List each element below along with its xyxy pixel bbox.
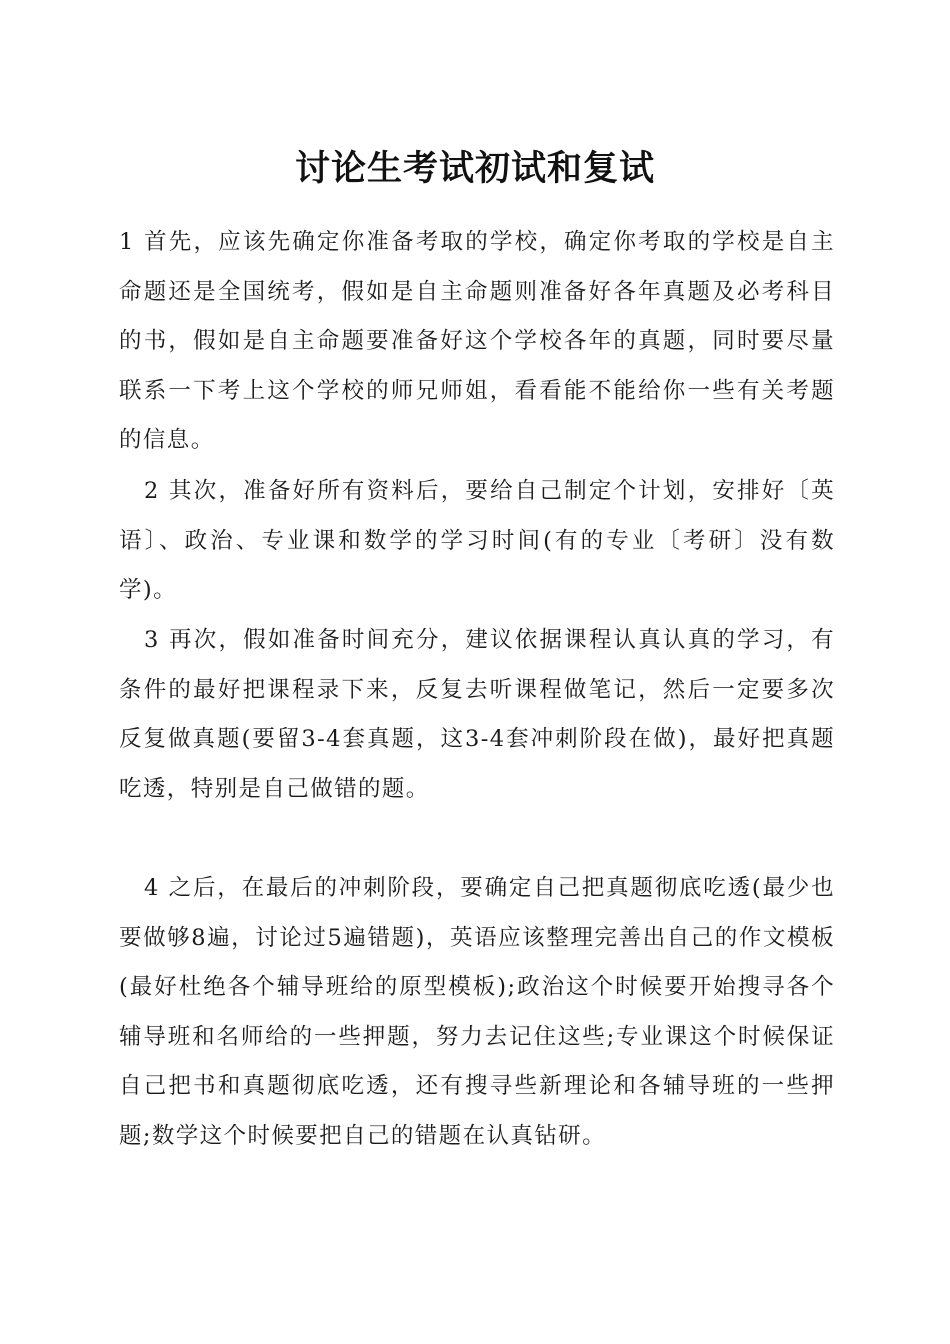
paragraph-1: 1 首先，应该先确定你准备考取的学校，确定你考取的学校是自主命题还是全国统考，假如是自主命题则准备好各年真题及必考科目的书，假如是自主命题要准备好这个学校各年的真题，同时要尽量联系一下考上这个学校的师兄师姐，看看能不能给你一些有关考题的信息。 xyxy=(119,229,835,454)
document-title: 讨论生考试初试和复试 xyxy=(294,148,655,189)
paragraph-2: 2 其次，准备好所有资料后，要给自己制定个计划，安排好〔英语〕、政治、专业课和数学的学习时间(有的专业〔考研〕没有数学)。 xyxy=(119,478,835,604)
paragraph-3: 3 再次，假如准备时间充分，建议依据课程认真认真的学习，有条件的最好把课程录下来，反复去听课程做笔记，然后一定要多次反复做真题(要留3-4套真题，这3-4套冲刺阶段在做)，最好把真题吃透，特别是自己做错的题。 xyxy=(119,627,835,802)
paragraph-4: 4 之后，在最后的冲刺阶段，要确定自己把真题彻底吃透(最少也要做够8遍，讨论过5遍错题)，英语应该整理完善出自己的作文模板(最好杜绝各个辅导班给的原型模板);政治这个时候要开始搜寻各个辅导班和名师给的一些押题，努力去记住这些;专业课这个时候保证自己把书和真题彻底吃透，还有搜寻些新理论和各辅导班的一些押题;数学这个时候要把自己的错题在认真钻研。 xyxy=(119,875,835,1149)
